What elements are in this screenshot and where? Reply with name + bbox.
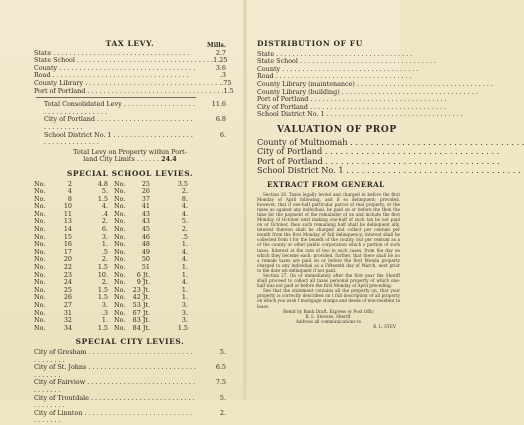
school-district-num: 10 [63,202,72,211]
school-district-num: 84 Jt. [132,323,150,332]
school-levy-value: 3. [181,316,188,325]
school-no-label: No. [114,209,126,218]
school-district-num: 22 [63,263,72,272]
school-no-label: No. [114,247,126,256]
tax-levy-row [34,86,234,96]
school-district-num: 14 [63,225,72,234]
total-levy-line1: Total Levy on Property within Port- [73,147,187,156]
grid-spacer [194,272,226,280]
school-district-num: 20 [63,255,72,264]
school-levy-value: 1. [181,240,188,249]
school-no-label: No. [114,293,126,302]
school-no-label: No. [34,247,46,256]
extract-paragraph: Section 27. On or immediately after the first year the Sheriff shall proceed to collect all taxes personal property of which one-half was not paid or before the first Monday of April preceding. [257,273,400,289]
school-district-num: 27 [63,301,72,309]
grid-spacer [194,203,226,211]
school-no-label: No. [114,308,126,317]
school-district-num: 26 [63,293,72,302]
school-no-label: No. [114,255,126,264]
valuation-item: Port of Portland . . . . . . . . . . . . . . . . . . . . . . . . . . . . . . . . . . [257,155,500,166]
school-levy-value: 1. [101,316,108,325]
school-no-label: No. [34,187,46,196]
school-no-label: No. [114,263,126,272]
distribution-item: City of Portland . . . . . . . . . . . . . . . . . . . . . . . . . . . . . . . . . . [257,102,447,111]
total-levy-block [34,149,226,164]
school-district-num: 34 [63,323,72,332]
extract-title: EXTRACT FROM GENERAL [267,179,385,189]
total-levy-line2: land City Limits . . . . . . 24.4 [83,155,177,164]
distribution-item: County . . . . . . . . . . . . . . . . . . . . . . . . . . . . . . . . . . [257,64,419,73]
school-no-label: No. [34,202,46,211]
page-fold [243,0,247,400]
school-no-label: No. [34,232,46,241]
grid-spacer [194,181,226,189]
tax-levy-label: Road . . . . . . . . . . . . . . . . . . . . . . . . . . . . . . . . . . [34,71,189,80]
grid-spacer [194,241,226,249]
valuation-item: City of Portland . . . . . . . . . . . . . . . . . . . . . . . . . . . . . . . . . . [257,146,500,157]
school-levy-value: .5 [181,232,188,241]
school-district-num: 83 Jt. [132,316,150,325]
school-district-num: 6 Jt. [136,270,150,279]
grid-spacer [194,256,226,264]
school-no-label: No. [34,316,46,325]
school-district-num: 46 [141,232,150,241]
school-district-num: 51 [141,263,150,272]
school-levy-value: 5. [181,217,188,226]
tax-levy-value: 1.5 [223,86,234,95]
school-no-label: No. [114,179,126,188]
school-levies-title: SPECIAL SCHOOL LEVIES. [66,168,194,178]
tax-total-label: Total Consolidated Levy . . . . . . . . . . . . . . . . . . . . . . . . . . . . . . . . . . [44,100,195,116]
tax-total-value: 6. [219,130,226,139]
grid-spacer [194,234,226,242]
school-levy-value: 5. [101,187,108,196]
school-no-label: No. [34,301,46,309]
school-district-num: 42 Jt. [132,293,150,302]
distribution-item: Road . . . . . . . . . . . . . . . . . . . . . . . . . . . . . . . . . . [257,72,412,81]
school-levy-value: 1. [181,270,188,279]
school-levy-value: 1.5 [97,293,108,302]
school-no-label: No. [114,194,126,203]
school-district-num: 43 [141,217,150,226]
school-levy-value: 1.5 [177,323,188,332]
grid-spacer [194,226,226,234]
distribution-title: DISTRIBUTION OF FU [257,39,363,48]
address-line: Address all communications to [295,318,362,324]
grid-spacer [194,325,226,333]
distribution-item: Port of Portland . . . . . . . . . . . . . . . . . . . . . . . . . . . . . . . . . . [257,95,447,104]
school-no-label: No. [114,316,126,325]
school-levy-value: 8. [181,194,188,203]
tax-levy-title: TAX LEVY. [105,39,155,48]
school-district-num: 32 [63,316,72,325]
city-levy-row [34,395,226,410]
city-levy-value: 5. [219,393,226,402]
school-levies-table [34,181,226,333]
distribution-item: County Library (building) . . . . . . . . . . . . . . . . . . . . . . . . . . . . . . . . . . [257,87,478,96]
tax-levy-value: .75 [221,78,232,87]
school-district-num: 24 [63,278,72,287]
school-levy-value: .3 [101,308,108,317]
school-district-num: 53 Jt. [132,301,150,309]
distribution-item: State . . . . . . . . . . . . . . . . . . . . . . . . . . . . . . . . . . [257,49,413,58]
school-district-num: 45 [141,225,150,234]
distribution-item: School District No. 1 . . . . . . . . . . . . . . . . . . . . . . . . . . . . . . . . . . [257,110,463,119]
school-district-num: 49 [141,247,150,256]
grid-spacer [194,211,226,219]
school-district-num: 16 [63,240,72,249]
city-levy-label: City of Fairview . . . . . . . . . . . . . . . . . . . . . . . . . . . . . . . . . . [34,378,195,394]
school-levy-value: 1. [101,240,108,249]
school-no-label: No. [34,240,46,249]
school-no-label: No. [114,270,126,279]
school-no-label: No. [114,323,126,332]
tax-levy-value: .3 [219,71,226,80]
school-levy-value: 2. [101,255,108,264]
school-no-label: No. [34,285,46,294]
tax-total-label: City of Portland . . . . . . . . . . . . . . . . . . . . . . . . . . . . . . . . . . [44,115,193,131]
tax-levy-label: County . . . . . . . . . . . . . . . . . . . . . . . . . . . . . . . . . . [34,63,196,72]
grid-spacer [194,310,226,318]
school-levy-value: 4.8 [97,179,108,188]
city-levy-label: City of St. Johns . . . . . . . . . . . . . . . . . . . . . . . . . . . . . . . . . . [34,363,197,379]
remit-line: Remit by Bank Draft, Express or Post Offic [283,308,374,314]
grid-spacer [194,294,226,302]
tax-total-value: 11.6 [211,100,226,109]
city-levy-row [34,349,226,364]
grid-spacer [194,302,226,310]
school-levy-value: 3. [181,308,188,317]
school-no-label: No. [114,278,126,287]
school-levy-value: 4. [181,278,188,287]
school-levy-value: 1.5 [97,323,108,332]
total-levy-value: 24.4 [161,155,177,164]
school-levy-value: 4. [181,202,188,211]
school-levy-value: 3. [181,301,188,309]
city-levy-row [34,364,226,379]
school-levy-value: 3.5 [177,179,188,188]
school-no-label: No. [114,202,126,211]
grid-spacer [194,249,226,257]
tax-levy-label: County Library . . . . . . . . . . . . . . . . . . . . . . . . . . . . . . . . . . [34,78,222,87]
grid-spacer [194,188,226,196]
tax-total-row [34,116,226,131]
school-levy-value: 4. [101,202,108,211]
school-levy-value: 1. [181,293,188,302]
school-levy-value: 4. [181,209,188,218]
school-district-num: 31 [63,308,72,317]
school-no-label: No. [34,308,46,317]
city-levy-label: City of Troutdale . . . . . . . . . . . . . . . . . . . . . . . . . . . . . . . . . . [34,393,195,410]
right-column [257,39,524,329]
sheriff-line: B. L. Stevens, Sheriff. [305,313,352,319]
school-levy-value: 1.5 [97,263,108,272]
school-no-label: No. [34,225,46,234]
school-levy-value: 10. [97,270,108,279]
school-no-label: No. [114,217,126,226]
school-levy-value: 2. [101,217,108,226]
grid-spacer [194,196,226,204]
signature: B. L. STEV [373,323,396,329]
school-levy-value: 3. [101,232,108,241]
school-district-num: 8 [67,194,72,203]
school-no-label: No. [34,194,46,203]
city-levy-row [34,410,226,425]
school-district-num: 23 Jt. [132,285,150,294]
school-no-label: No. [34,209,46,218]
school-district-num: 13 [63,217,72,226]
city-levy-row [34,379,226,394]
school-levy-value: 2. [181,225,188,234]
city-levy-value: 6.5 [215,363,226,372]
tax-total-value: 6.8 [215,115,226,124]
school-levy-value: 1. [181,263,188,272]
valuation-list [257,136,524,176]
valuation-item: School District No. 1 . . . . . . . . . . . . . . . . . . . . . . . . . . . . . . . . . . [257,165,521,176]
city-levy-value: 5. [219,347,226,356]
school-district-num: 25 [63,285,72,294]
mills-label: Mills. [207,41,226,49]
school-levy-value: 3. [101,301,108,309]
school-levy-value: 1.5 [97,285,108,294]
school-no-label: No. [34,270,46,279]
city-levy-label: City of Linnton . . . . . . . . . . . . . . . . . . . . . . . . . . . . . . . . . . [34,408,193,425]
school-no-label: No. [34,179,46,188]
school-no-label: No. [34,217,46,226]
valuation-title: VALUATION OF PROP [277,124,397,135]
school-district-num: 15 [63,232,72,241]
school-district-num: 17 [63,247,72,256]
school-district-num: 11 [63,209,72,218]
tax-levy-label: State . . . . . . . . . . . . . . . . . . . . . . . . . . . . . . . . . . [34,48,190,57]
school-levy-value: 2. [181,187,188,196]
tax-levy-value: 2.7 [215,48,226,57]
divider [36,97,196,98]
extract-paragraph: Section 26. Taxes legally levied and charged in before the first Monday of April following, and if so delinquent; provided, however, that if one-half particular parcel of real property, or the taxes as against any individual, be paid on or before the then the time for the payment of the remainder of on and include the first Monday of October next making one-half of such tax be not paid on or October, then such remaining half shall be delinquent ally, interest thereon shall be charged and collect per centum per month from the first Monday of full delinquency; interest shall be collected from t for the benefit of the county, but per centum as a of the county or other public corporation which s portion of such taxes. Interest at the rate of two in such cases, from the day on which they become each: provided, further, that there shall be no a remain taxes are paid on or before the first Monda property charged to any individual as a Fifteenth day of March, next prior to the date wh delinquent if not paid. [257,191,400,273]
school-district-num: 26 [141,187,150,196]
school-levy-value: 6. [101,225,108,234]
school-no-label: No. [34,255,46,264]
school-district-num: 67 Jt. [132,308,150,317]
grid-spacer [194,317,226,325]
tax-levy-value: 3.6 [215,63,226,72]
city-levy-value: 2. [219,408,226,417]
school-district-num: 25 [141,179,150,188]
left-column [34,39,234,425]
school-no-label: No. [114,285,126,294]
city-levies-list [34,349,226,425]
tax-total-row [34,132,226,147]
city-levy-value: 7.5 [215,378,226,387]
extract-text [257,192,400,309]
grid-spacer [194,264,226,272]
grid-spacer [194,279,226,287]
school-levy-value: 4. [181,247,188,256]
tax-levy-value: 1.25 [213,56,228,65]
school-no-label: No. [114,232,126,241]
school-district-num: 37 [141,194,150,203]
tax-levy-totals [34,101,226,147]
distribution-item: State School . . . . . . . . . . . . . . . . . . . . . . . . . . . . . . . . . . [257,57,437,66]
grid-spacer [194,218,226,226]
school-levy-value: 1.5 [97,194,108,203]
extract-paragraph: See that the statement contains all the property on, that your property is correctly described on t full description of all property on which you wish t mortgage stamps and deeds of non-resident ta lease. [257,288,400,309]
school-levy-value: 1. [181,285,188,294]
grid-spacer [194,287,226,295]
school-no-label: No. [114,240,126,249]
school-district-num: 2 [67,179,72,188]
city-levies-title: SPECIAL CITY LEVIES. [75,337,185,347]
school-levy-value: 4. [181,255,188,264]
school-district-num: 48 [141,240,150,249]
school-levy-value: .4 [101,209,108,218]
school-no-label: No. [34,323,46,332]
distribution-list [257,49,494,119]
distribution-item: County Library (maintenance) . . . . . . . . . . . . . . . . . . . . . . . . . . . . . . . . . . [257,79,494,88]
tax-levy-list [34,48,234,96]
tax-levy-label: Port of Portland . . . . . . . . . . . . . . . . . . . . . . . . . . . . . . . . . . [34,86,224,95]
school-no-label: No. [34,293,46,302]
tax-total-row [34,101,226,116]
school-district-num: 23 [63,270,72,279]
school-district-num: 41 [141,202,150,211]
school-levy-value: 2. [101,278,108,287]
school-district-num: 50 [141,255,150,264]
school-district-num: 43 [141,209,150,218]
school-no-label: No. [34,263,46,272]
tax-total-label: School District No. 1 . . . . . . . . . . . . . . . . . . . . . . . . . . . . . . . . . . [44,130,193,147]
school-district-num: 4 [67,187,72,196]
school-no-label: No. [114,225,126,234]
school-no-label: No. [114,187,126,196]
school-levy-value: .5 [101,247,108,256]
tax-levy-label: State School . . . . . . . . . . . . . . . . . . . . . . . . . . . . . . . . . . [34,56,214,65]
school-no-label: No. [114,301,126,309]
valuation-item: County of Multnomah . . . . . . . . . . . . . . . . . . . . . . . . . . . . . . . . . . [257,136,524,147]
city-levy-label: City of Gresham . . . . . . . . . . . . . . . . . . . . . . . . . . . . . . . . . . [34,347,193,364]
school-district-num: 9 Jt. [136,278,150,287]
school-no-label: No. [34,278,46,287]
